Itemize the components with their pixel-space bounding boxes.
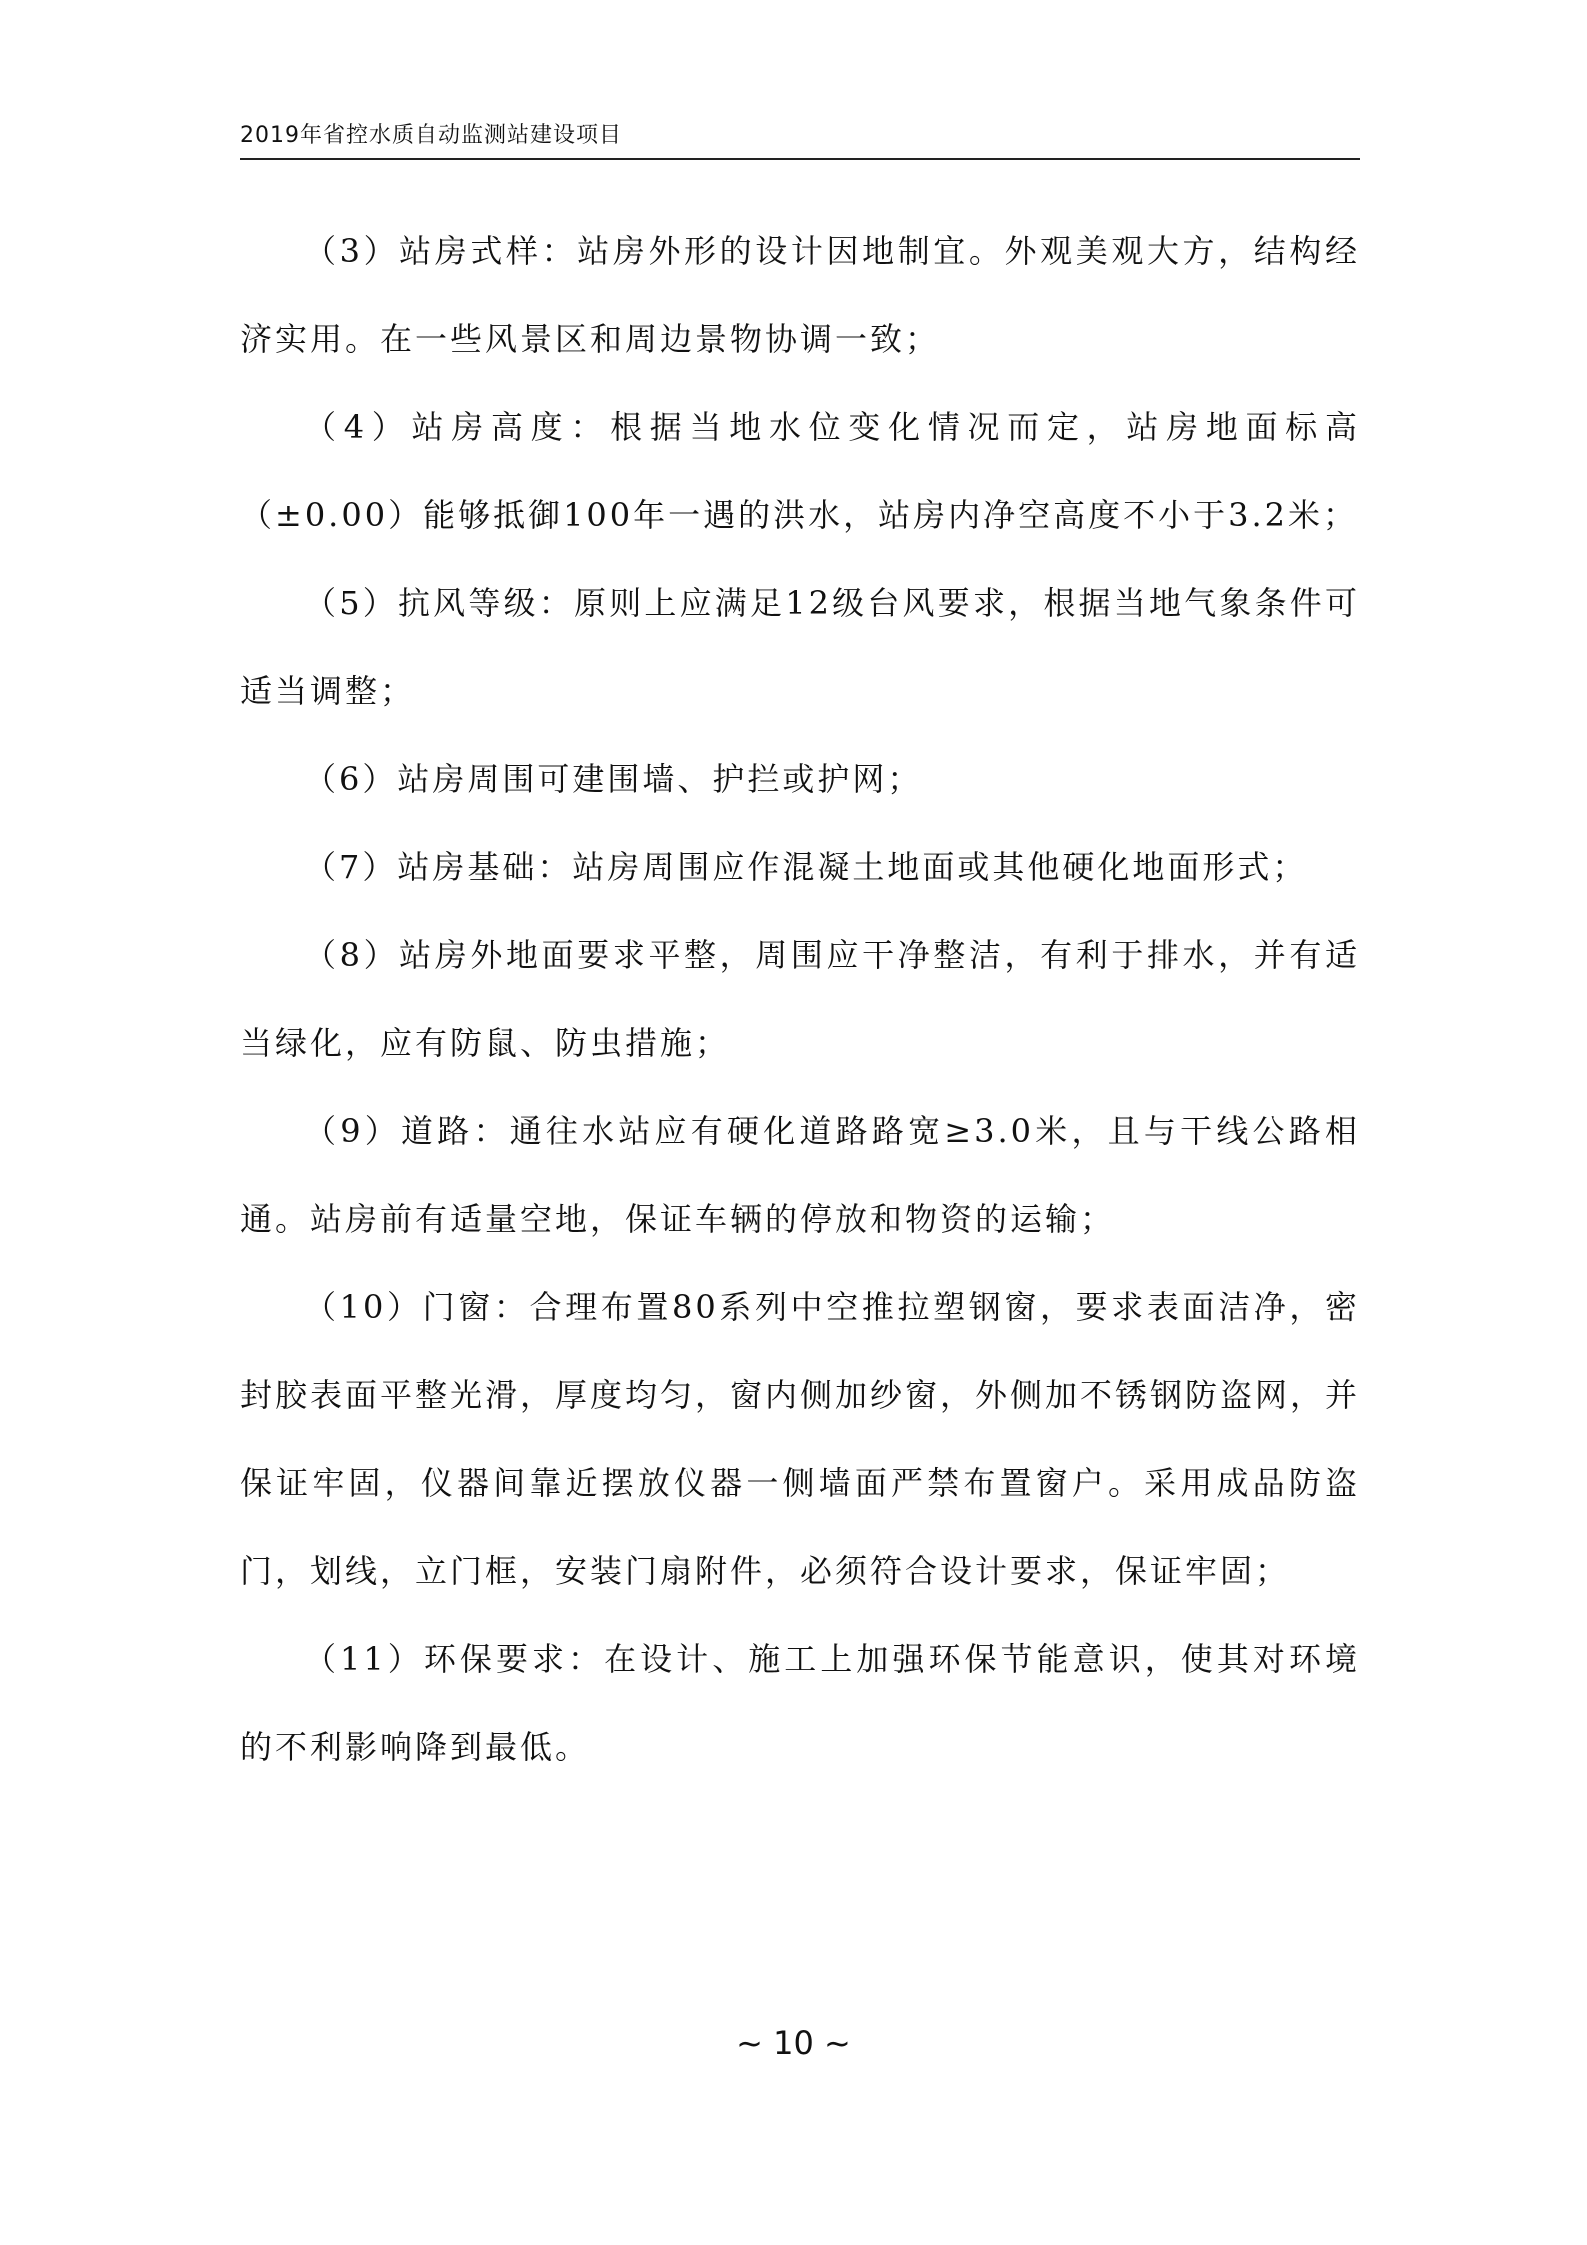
paragraph-wind-resistance: （5）抗风等级：原则上应满足12级台风要求，根据当地气象条件可适当调整； (240, 584, 1360, 710)
paragraph-environmental: （11）环保要求：在设计、施工上加强环保节能意识，使其对环境的不利影响降到最低。 (240, 1640, 1360, 1766)
paragraph-exterior-ground: （8）站房外地面要求平整，周围应干净整洁，有利于排水，并有适当绿化，应有防鼠、防虫措施； (240, 936, 1360, 1062)
header-divider (240, 158, 1360, 160)
paragraph-station-style: （3）站房式样：站房外形的设计因地制宜。外观美观大方，结构经济实用。在一些风景区和周边景物协调一致； (240, 232, 1360, 358)
page-number: ~ 10 ~ (736, 2024, 851, 2062)
paragraph-enclosure: （6）站房周围可建围墙、护拦或护网； (304, 760, 923, 798)
paragraph-doors-windows: （10）门窗：合理布置80系列中空推拉塑钢窗，要求表面洁净，密封胶表面平整光滑，厚度均匀，窗内侧加纱窗，外侧加不锈钢防盗网，并保证牢固，仪器间靠近摆放仪器一侧墙面严禁布置窗户。采用成品防盗门，划线，立门框，安装门扇附件，必须符合设计要求，保证牢固； (240, 1288, 1361, 1590)
running-header: 2019年省控水质自动监测站建设项目 (240, 123, 622, 148)
body-text (240, 207, 1360, 1791)
paragraph-station-height: （4）站房高度：根据当地水位变化情况而定，站房地面标高（±0.00）能够抵御100年一遇的洪水，站房内净空高度不小于3.2米； (240, 408, 1360, 534)
paragraph-road: （9）道路：通往水站应有硬化道路路宽≥3.0米，且与干线公路相通。站房前有适量空地，保证车辆的停放和物资的运输； (240, 1112, 1360, 1238)
paragraph-foundation: （7）站房基础：站房周围应作混凝土地面或其他硬化地面形式； (304, 848, 1308, 886)
